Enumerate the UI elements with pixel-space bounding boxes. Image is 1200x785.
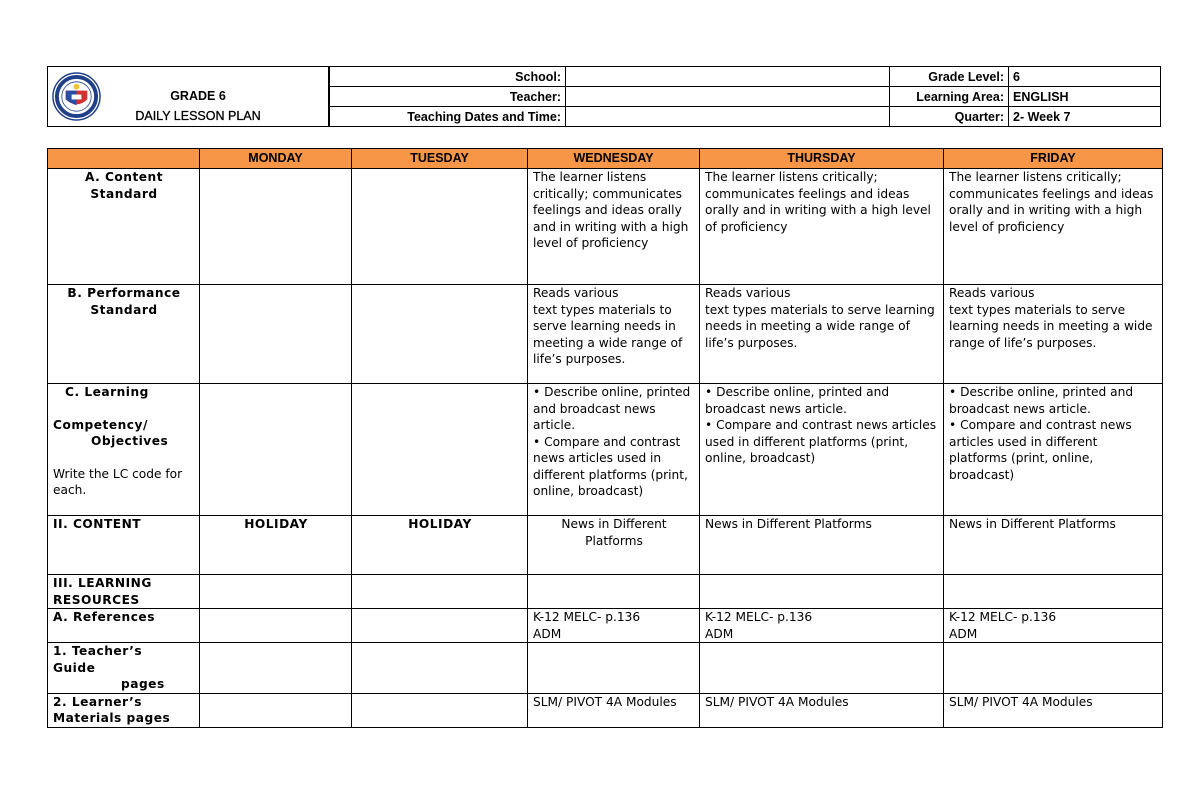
teaching-dates-label: Teaching Dates and Time:	[330, 107, 566, 127]
content-label: II. CONTENT	[48, 516, 200, 575]
references-tuesday	[352, 609, 528, 643]
teachers-guide-monday	[200, 643, 352, 694]
performance-standard-wednesday: Reads various text types materials to serve learning needs in meeting a wide range of life’s purposes.	[528, 285, 700, 384]
content-standard-tuesday	[352, 169, 528, 285]
school-label: School:	[330, 67, 566, 87]
content-standard-label: A. Content Standard	[48, 169, 200, 285]
performance-standard-thursday: Reads various text types materials to serve learning needs in meeting a wide range of life’s purposes.	[700, 285, 944, 384]
teachers-guide-row	[48, 643, 1163, 694]
learning-resources-label: III. LEARNING RESOURCES	[48, 575, 200, 609]
day-header-friday: FRIDAY	[944, 149, 1163, 169]
learning-area-label: Learning Area:	[890, 87, 1009, 107]
learning-competency-thursday: • Describe online, printed and broadcast news article. • Compare and contrast news articles used in different platforms (print, online, broadcast)	[700, 384, 944, 516]
content-standard-row	[48, 169, 1163, 285]
content-standard-monday	[200, 169, 352, 285]
lesson-plan-table	[47, 148, 1163, 728]
references-thursday: K-12 MELC- p.136 ADM	[700, 609, 944, 643]
content-standard-thursday: The learner listens critically; communicates feelings and ideas orally and in writing with a high level of proficiency	[700, 169, 944, 285]
school-value	[566, 67, 890, 87]
learning-competency-monday	[200, 384, 352, 516]
learners-materials-row	[48, 693, 1163, 727]
learning-competency-row	[48, 384, 1163, 516]
learning-competency-wednesday: • Describe online, printed and broadcast news article. • Compare and contrast news articles used in different platforms (print, online, broadcast)	[528, 384, 700, 516]
references-monday	[200, 609, 352, 643]
teachers-guide-thursday	[700, 643, 944, 694]
learning-competency-label: C. Learning Competency/ Objectives Write the LC code for each.	[48, 384, 200, 516]
learning-area-value: ENGLISH	[1009, 87, 1161, 107]
learning-resources-thursday	[700, 575, 944, 609]
learning-competency-tuesday	[352, 384, 528, 516]
content-standard-wednesday: The learner listens critically; communicates feelings and ideas orally and in writing with a high level of proficiency	[528, 169, 700, 285]
performance-standard-label: B. Performance Standard	[48, 285, 200, 384]
header-title-block	[48, 67, 329, 126]
grade-title: GRADE 6	[170, 89, 226, 103]
performance-standard-tuesday	[352, 285, 528, 384]
learners-materials-monday	[200, 693, 352, 727]
day-header-row	[48, 149, 1163, 169]
lesson-plan-header	[47, 66, 1161, 127]
references-row	[48, 609, 1163, 643]
quarter-value: 2- Week 7	[1009, 107, 1161, 127]
teacher-label: Teacher:	[330, 87, 566, 107]
teachers-guide-tuesday	[352, 643, 528, 694]
teachers-guide-wednesday	[528, 643, 700, 694]
references-wednesday: K-12 MELC- p.136 ADM	[528, 609, 700, 643]
day-header-thursday: THURSDAY	[700, 149, 944, 169]
references-friday: K-12 MELC- p.136 ADM	[944, 609, 1163, 643]
content-wednesday: News in Different Platforms	[528, 516, 700, 575]
learners-materials-thursday: SLM/ PIVOT 4A Modules	[700, 693, 944, 727]
grade-level-value: 6	[1009, 67, 1161, 87]
teaching-dates-value	[566, 107, 890, 127]
performance-standard-friday: Reads various text types materials to serve learning needs in meeting a wide range of life’s purposes.	[944, 285, 1163, 384]
day-header-tuesday: TUESDAY	[352, 149, 528, 169]
day-header-monday: MONDAY	[200, 149, 352, 169]
learners-materials-wednesday: SLM/ PIVOT 4A Modules	[528, 693, 700, 727]
learners-materials-label: 2. Learner’s Materials pages	[48, 693, 200, 727]
quarter-label: Quarter:	[890, 107, 1009, 127]
content-standard-friday: The learner listens critically; communicates feelings and ideas orally and in writing with a high level of proficiency	[944, 169, 1163, 285]
teacher-value	[566, 87, 890, 107]
teachers-guide-label: 1. Teacher’s Guide pages	[48, 643, 200, 694]
corner-cell	[48, 149, 200, 169]
day-header-wednesday: WEDNESDAY	[528, 149, 700, 169]
header-info-table	[329, 67, 1160, 126]
content-monday: HOLIDAY	[200, 516, 352, 575]
learners-materials-tuesday	[352, 693, 528, 727]
teachers-guide-friday	[944, 643, 1163, 694]
learning-resources-friday	[944, 575, 1163, 609]
performance-standard-monday	[200, 285, 352, 384]
content-friday: News in Different Platforms	[944, 516, 1163, 575]
learning-resources-row	[48, 575, 1163, 609]
learning-resources-monday	[200, 575, 352, 609]
learning-resources-tuesday	[352, 575, 528, 609]
grade-level-label: Grade Level:	[890, 67, 1009, 87]
references-label: A. References	[48, 609, 200, 643]
performance-standard-row	[48, 285, 1163, 384]
content-row	[48, 516, 1163, 575]
content-tuesday: HOLIDAY	[352, 516, 528, 575]
learning-resources-wednesday	[528, 575, 700, 609]
learning-competency-friday: • Describe online, printed and broadcast news article. • Compare and contrast news articles used in different platforms (print, online, broadcast)	[944, 384, 1163, 516]
content-thursday: News in Different Platforms	[700, 516, 944, 575]
plan-title: DAILY LESSON PLAN	[135, 109, 261, 123]
learners-materials-friday: SLM/ PIVOT 4A Modules	[944, 693, 1163, 727]
